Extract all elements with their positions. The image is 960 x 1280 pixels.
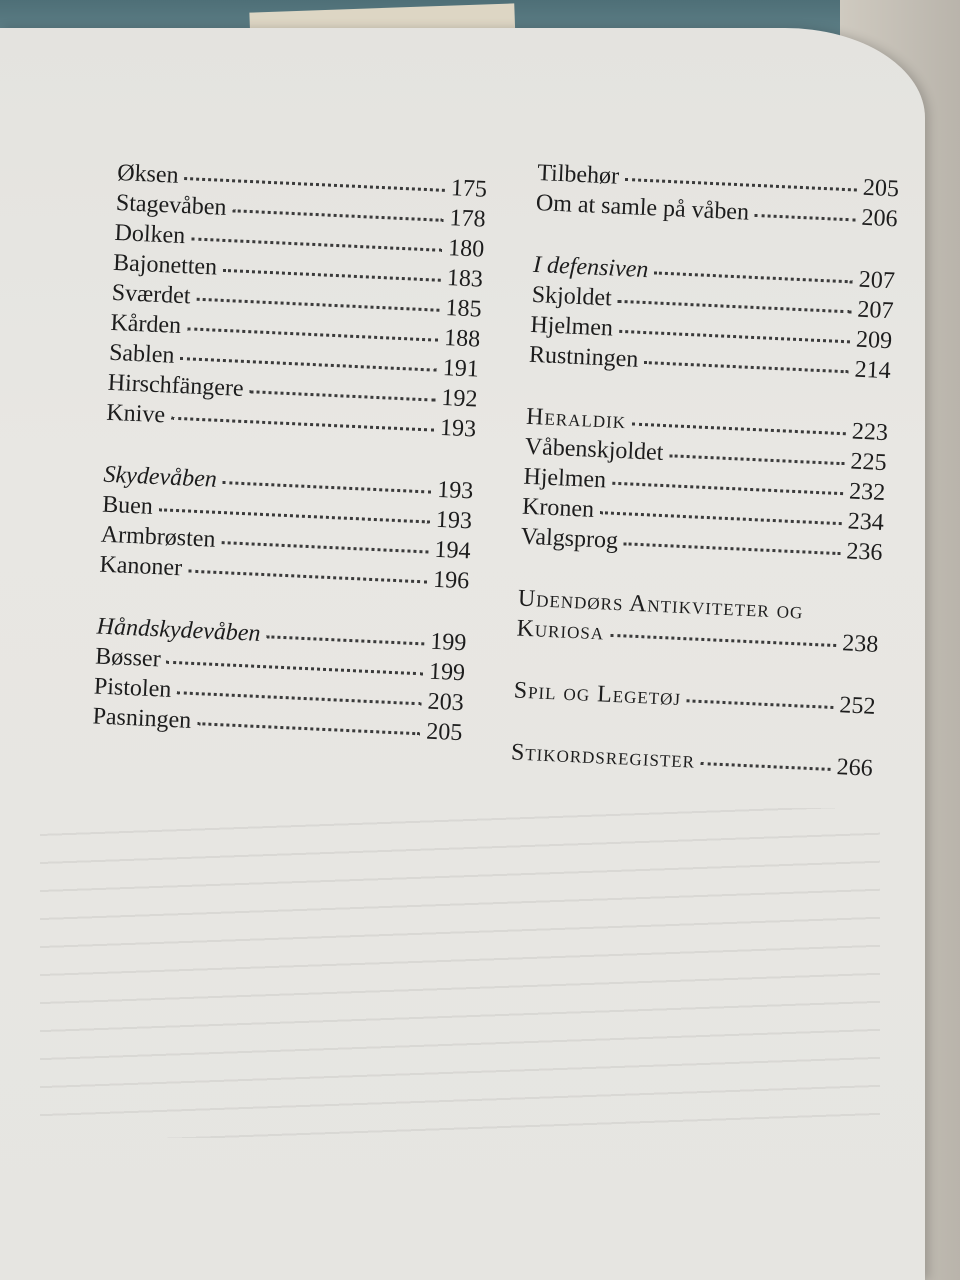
entry-label: Pasningen bbox=[92, 703, 192, 734]
entry-label: Kanoner bbox=[98, 551, 183, 582]
page-number: 180 bbox=[447, 235, 485, 263]
dot-leader bbox=[755, 210, 856, 222]
dot-leader bbox=[232, 205, 443, 222]
page-number: 199 bbox=[429, 628, 467, 657]
dot-leader bbox=[644, 357, 849, 373]
entry-label: Bøsser bbox=[94, 643, 162, 673]
page-number: 206 bbox=[861, 204, 899, 233]
page-number: 175 bbox=[450, 175, 488, 203]
dot-leader bbox=[177, 687, 422, 705]
page-number: 193 bbox=[439, 414, 477, 443]
entry-label: Armbrøsten bbox=[100, 521, 217, 553]
entry-label: Pistolen bbox=[93, 673, 172, 703]
section-label: Skydevåben bbox=[103, 461, 218, 493]
entry-label: Hjelmen bbox=[529, 311, 614, 342]
dot-leader bbox=[180, 353, 437, 372]
page-number: 199 bbox=[428, 658, 466, 687]
page-number: 223 bbox=[851, 418, 889, 447]
page-number: 207 bbox=[856, 296, 895, 325]
page-number: 185 bbox=[444, 295, 483, 323]
dot-leader bbox=[618, 296, 852, 314]
entry-label: Sablen bbox=[108, 339, 176, 369]
page-number: 205 bbox=[425, 718, 463, 747]
dot-leader bbox=[625, 174, 857, 192]
page-number: 214 bbox=[854, 356, 892, 385]
page-number: 232 bbox=[848, 478, 886, 507]
page-number: 209 bbox=[855, 326, 893, 355]
book-page bbox=[0, 28, 925, 1280]
entry-label: Stagevåben bbox=[115, 189, 228, 221]
section-label: Spil og Legetøj bbox=[513, 677, 682, 712]
dot-leader bbox=[187, 323, 438, 341]
page-number: 207 bbox=[858, 266, 896, 295]
page-number: 183 bbox=[446, 265, 484, 293]
toc-left-column bbox=[92, 158, 488, 748]
dot-leader bbox=[197, 718, 420, 735]
entry-label: Hjelmen bbox=[522, 463, 607, 494]
section-label: Heraldik bbox=[525, 403, 627, 435]
dot-leader bbox=[223, 265, 441, 282]
entry-label: Valgsprog bbox=[520, 523, 619, 555]
dot-leader bbox=[600, 507, 842, 525]
page-number: 234 bbox=[847, 508, 885, 537]
dot-leader bbox=[159, 504, 430, 523]
entry-label: Sværdet bbox=[111, 279, 192, 310]
page-number: 188 bbox=[443, 324, 481, 353]
page-number: 266 bbox=[836, 754, 874, 782]
entry-label: Rustningen bbox=[528, 341, 639, 373]
entry-label: Øksen bbox=[116, 159, 180, 189]
page-number: 236 bbox=[845, 538, 884, 567]
page-number: 196 bbox=[432, 566, 470, 595]
dot-leader bbox=[687, 695, 834, 709]
entry-label: Bajonetten bbox=[112, 249, 218, 281]
page-number: 192 bbox=[440, 384, 479, 413]
section-label: Stikordsregister bbox=[510, 739, 696, 774]
entry-label: Buen bbox=[101, 491, 154, 520]
udendors-heading-line1: Udendørs Antikviteter og bbox=[517, 585, 804, 625]
section-label: Håndskydevåben bbox=[96, 613, 262, 647]
page-number: 191 bbox=[442, 354, 480, 383]
page-number: 252 bbox=[838, 692, 877, 720]
section-label: I defensiven bbox=[532, 251, 649, 284]
dot-leader bbox=[249, 386, 435, 401]
entry-label: Våbenskjoldet bbox=[524, 433, 664, 466]
page-number: 205 bbox=[862, 174, 900, 203]
dot-leader bbox=[669, 450, 844, 465]
page-number: 225 bbox=[849, 448, 888, 477]
page-number: 178 bbox=[449, 205, 487, 233]
show-through-text bbox=[40, 808, 880, 1138]
page-number: 238 bbox=[841, 630, 879, 658]
dot-leader bbox=[166, 657, 423, 676]
toc-right-column bbox=[510, 158, 899, 784]
entry-label: Kården bbox=[109, 309, 182, 340]
dot-leader bbox=[610, 630, 836, 647]
page-number: 193 bbox=[435, 506, 473, 535]
entry-label: Knive bbox=[105, 399, 166, 429]
entry-label: Dolken bbox=[114, 219, 186, 250]
entry-label: Hirschfängere bbox=[107, 369, 245, 402]
entry-label: Om at samle på våben bbox=[535, 189, 750, 226]
dot-leader bbox=[701, 758, 831, 771]
section-label: Kuriosa bbox=[516, 615, 605, 646]
dot-leader bbox=[619, 326, 850, 343]
dot-leader bbox=[612, 478, 843, 495]
page-number: 194 bbox=[433, 536, 472, 565]
dot-leader bbox=[191, 233, 442, 251]
page-number: 193 bbox=[436, 476, 474, 505]
dot-leader bbox=[624, 538, 841, 555]
page-number: 203 bbox=[427, 688, 465, 717]
dot-leader bbox=[196, 294, 439, 312]
dot-leader bbox=[632, 419, 846, 436]
dot-leader bbox=[184, 173, 445, 192]
dot-leader bbox=[188, 566, 427, 584]
entry-label: Kronen bbox=[521, 493, 595, 523]
dot-leader bbox=[266, 631, 424, 645]
entry-label: Tilbehør bbox=[536, 159, 620, 190]
dot-leader bbox=[654, 267, 853, 283]
dot-leader bbox=[223, 477, 432, 493]
dot-leader bbox=[171, 413, 434, 432]
entry-label: Skjoldet bbox=[531, 281, 613, 312]
dot-leader bbox=[221, 537, 428, 553]
